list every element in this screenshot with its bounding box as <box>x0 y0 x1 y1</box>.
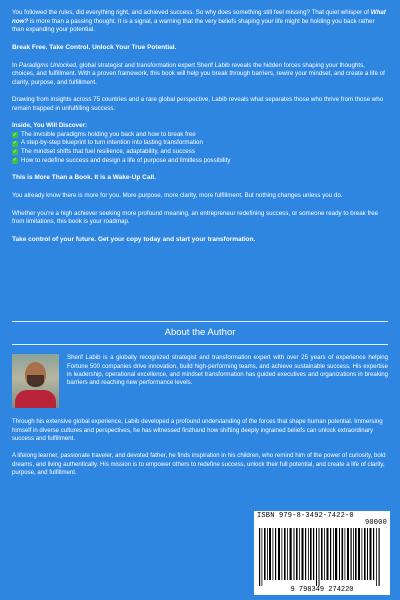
checkmark-icon: ✓ <box>12 131 18 138</box>
headline: Break Free. Take Control. Unlock Your True Potential. <box>12 43 177 51</box>
book-title: Paradigms Unlocked <box>18 61 76 69</box>
intro-text-1: You followed the rules, did everything right, and achieved success. So why does something still feel missing? That quiet whisper of <box>12 9 371 16</box>
insights-paragraph: Drawing from insights across 75 countries and a rare global perspective, Labib reveals what separates those who thrive from those who remain trapped in unfulfilling success. <box>12 96 384 112</box>
benefits-list <box>12 131 388 165</box>
call-to-action: Take control of your future. Get your copy today and start your transformation. <box>12 235 256 243</box>
benefit-item <box>12 131 388 140</box>
benefit-text: How to redefine success and design a life of purpose and limitless possibility <box>21 156 231 164</box>
benefit-item <box>12 157 388 166</box>
barcode-bars <box>257 528 387 586</box>
about-title: About the Author <box>164 327 236 338</box>
author-bio: Sherif Labib is a globally recognized strategist and transformation expert with over 25 years of experience helping Fortune 500 companies drive innovation, build high-performing teams, and achieve sustainable success. His expertise in leadership, operational excellence, and mindset transformation has guided executives and organizations in breaking barriers and reaching new performance levels. <box>67 354 388 387</box>
divider-bottom <box>12 344 388 345</box>
whether-paragraph: Whether you're a high achiever seeking more profound meaning, an entrepreneur redefining success, or someone ready to break free from limitations, this book is your roadmap. <box>12 209 379 226</box>
inside-title: Inside, You Will Discover: <box>12 122 88 130</box>
book-description: , global strategist and transformation expert Sherif Labib reveals the hidden forces shaping your thoughts, choices, and fulfillment. With a proven framework, this book will help you break through barriers, rewire your mindset, and create a life of clarity, purpose, and fulfillment. <box>12 61 385 86</box>
price-code: 90000 <box>364 519 387 527</box>
book-paragraph <box>12 62 388 88</box>
author-paragraph-2: Through his extensive global experience, Labib developed a profound understanding of the forces that shape human potential. Immersing himself in diverse cultures and perspectives, he has witnessed firsthand how shifting deeply ingrained beliefs can unlock extraordinary success and fulfillment. <box>12 418 383 442</box>
author-photo <box>12 354 59 408</box>
intro-emphasis: What now? <box>12 9 386 25</box>
benefit-text: The mindset shifts that fuel resilience, adaptability, and success <box>21 147 195 155</box>
checkmark-icon: ✓ <box>12 140 18 147</box>
author-bio-block <box>12 354 388 408</box>
checkmark-icon: ✓ <box>12 157 18 164</box>
isbn-text: ISBN 979-8-3492-7422-0 <box>257 512 354 520</box>
price-line <box>257 520 387 527</box>
barcode-box <box>254 511 390 595</box>
book-prefix: In <box>12 61 19 69</box>
intro-text-2: is more than a passing thought. It is a signal, a warning that the very beliefs shaping your life might be holding you back rather than expanding your potential. <box>12 17 375 34</box>
benefit-item <box>12 148 388 157</box>
intro-paragraph <box>12 9 388 35</box>
checkmark-icon: ✓ <box>12 148 18 155</box>
barcode-number: 9 798349 274220 <box>290 586 354 594</box>
benefit-text: A step-by-step blueprint to turn intention into lasting transformation <box>21 139 203 147</box>
benefit-text: The invisible paradigms holding you back and how to break free <box>21 130 196 138</box>
benefit-item <box>12 139 388 148</box>
already-paragraph: You already know there is more for you. More purpose, more clarity, more fulfillment. But nothing changes unless you do. <box>12 192 343 200</box>
about-section <box>12 321 388 487</box>
wakeup-heading: This is More Than a Book. It is a Wake-Up Call. <box>12 174 156 182</box>
author-paragraph-3: A lifelong learner, passionate traveler, and devoted father, he finds inspiration in his children, who remind him of the power of curiosity, bold dreams, and living authentically. His mission is to empower others to redefine success, unlock their full potential, and create a life of clarity, purpose, and fulfillment. <box>12 452 386 477</box>
